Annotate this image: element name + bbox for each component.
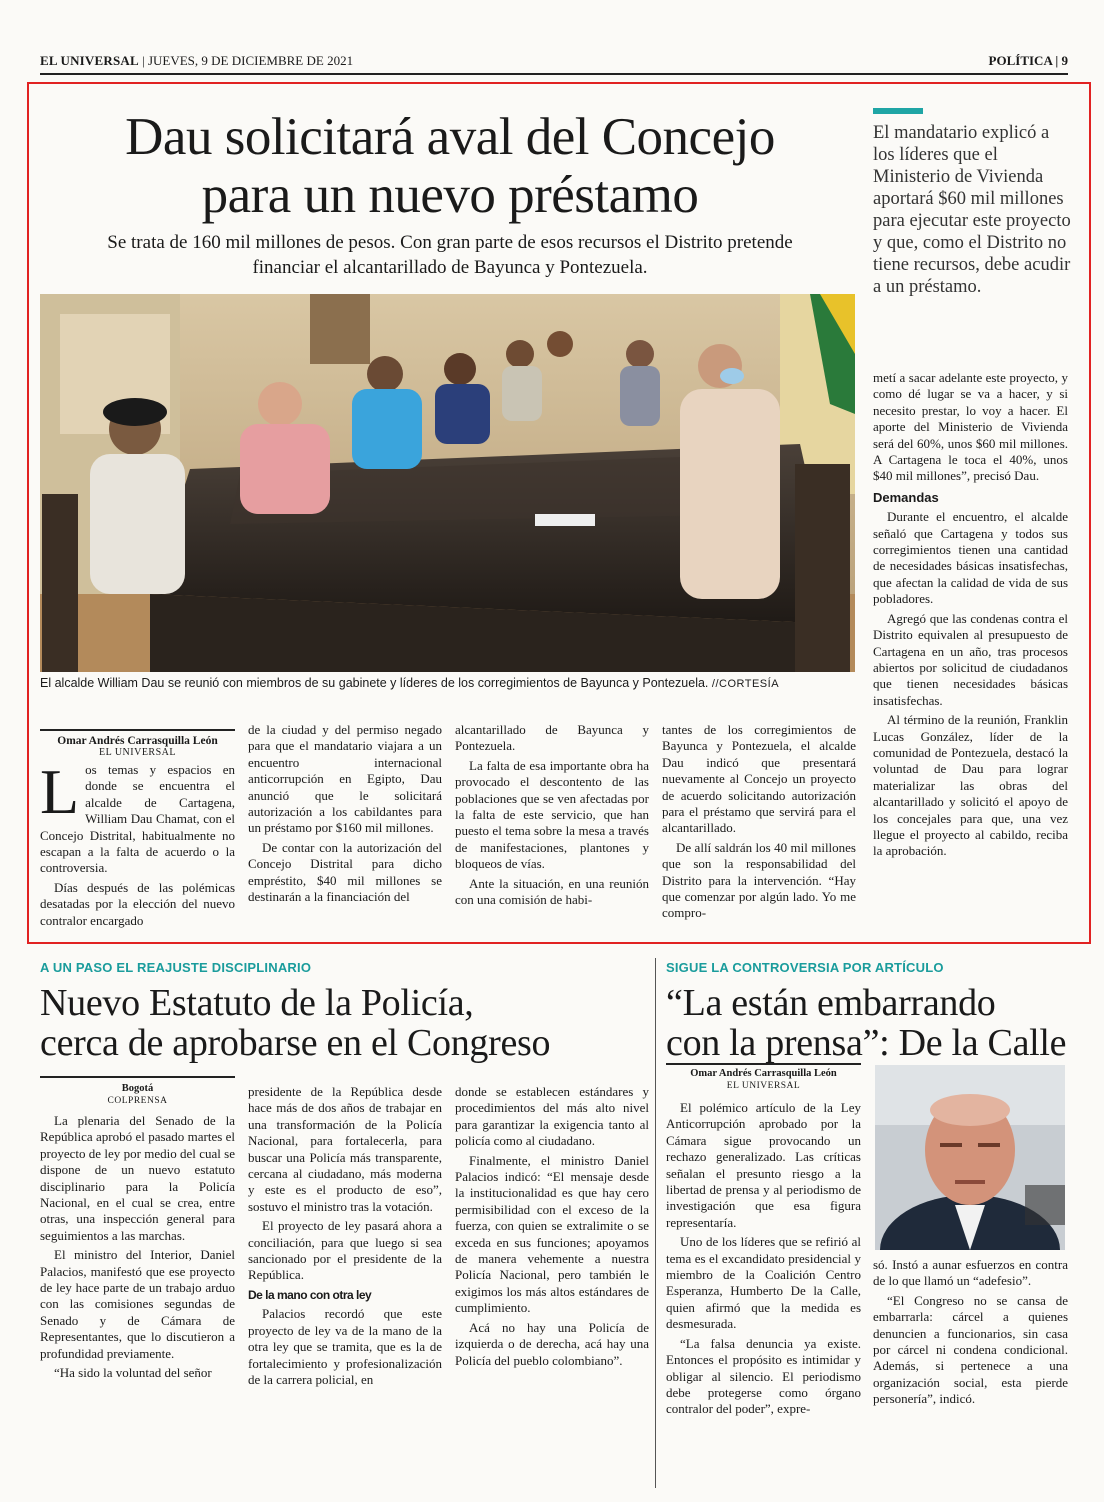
- section-page: POLÍTICA | 9: [988, 53, 1068, 68]
- byline-org: EL UNIVERSAL: [726, 1081, 801, 1091]
- paragraph: metí a sacar adelante este proyecto, y como dé lugar se va a hacer, y si necesito prestar, lo voy a hacer. El aporte del Ministerio de Vivienda será del 60%, unos $60 mil millones. A Cartagena le toca el 40%, unos $40 mil millones”, precisó Dau.: [873, 370, 1068, 484]
- paragraph: donde se establecen estándares y procedimientos del más alto nivel para garantizar la exigencia tanto al policía como al ciudadano.: [455, 1084, 649, 1149]
- paragraph: Días después de las polémicas desatadas por la elección del nuevo contralor encargado: [40, 879, 235, 928]
- headline-line-2: cerca de aprobarse en el Congreso: [40, 1022, 551, 1064]
- headline-line-2: con la prensa”: De la Calle: [666, 1022, 1067, 1064]
- headline-line-2: para un nuevo préstamo: [201, 166, 699, 224]
- paragraph: Finalmente, el ministro Daniel Palacios indicó: “El mensaje desde la institucionalidad es que hay cero permisibilidad con el exceso de la fuerza, con quien se extralimite o se exceda en sus funciones; apoyamos de manera vehemente a nuestra Policía Nacional, pero también le exigimos los más altos estándares de cumplimiento.: [455, 1152, 649, 1316]
- main-byline: [40, 729, 235, 759]
- byline-place: Bogotá: [121, 1083, 154, 1094]
- pullquote-accent: [873, 108, 923, 114]
- paragraph: Ante la situación, en una reunión con una comisión de habi-: [455, 875, 649, 908]
- police-column-2: [248, 1084, 442, 1391]
- running-header: [40, 49, 1068, 75]
- police-column-1: [40, 1113, 235, 1385]
- pullquote: El mandatario explicó a los líderes que el Ministerio de Vivienda aportará $60 mil millones para ejecutar este proyecto y que, como el Distrito no tiene recursos, debe acudir a un préstamo.: [873, 123, 1071, 297]
- byline-rule: [40, 1076, 235, 1078]
- byline-name: Omar Andrés Carrasquilla León: [57, 735, 218, 747]
- headline-line-1: “La están embarrando: [666, 982, 996, 1024]
- paragraph: Al término de la reunión, Franklin Lucas González, líder de la comunidad de Pontezuela, destacó la voluntad de Dau para lograr materializar las obras del alcantarillado y solicitó el apoyo de los concejales para que, una vez llegue el proyecto al cabildo, reciba la aprobación.: [873, 712, 1068, 859]
- paragraph: Acá no hay una Policía de izquierda o de derecha, acá hay una Policía del pueblo colombiano”.: [455, 1319, 649, 1368]
- paragraph: tantes de los corregimientos de Bayunca y Pontezuela, el alcalde Dau indicó que presentará nuevamente al Concejo un proyecto de acuerdo solicitando autorización para el préstamo que servirá para el alcantarillado.: [662, 722, 856, 836]
- paragraph: Palacios recordó que este proyecto de ley va de la mano de la otra ley que se tramita, que es la de fortalecimiento y profesionalización de la carrera policial, en: [248, 1306, 442, 1387]
- calle-column-1: [666, 1100, 861, 1421]
- calle-byline: [666, 1068, 861, 1092]
- main-subhead: Se trata de 160 mil millones de pesos. Con gran parte de esos recursos el Distrito pretende financiar el alcantarillado de Bayunca y Pontezuela.: [107, 232, 793, 278]
- headline-line-1: Nuevo Estatuto de la Policía,: [40, 982, 474, 1024]
- section-name: POLÍTICA: [988, 53, 1053, 68]
- meeting-photo: [40, 294, 855, 672]
- paragraph: El polémico artículo de la Ley Anticorrupción aprobado por la Cámara sigue provocando un rechazo generalizado. Las críticas señalan el presunto riesgo a la libertad de prensa y al periodismo de investigación que esa figura representaría.: [666, 1100, 861, 1230]
- main-column-5: [873, 370, 1068, 863]
- paragraph: só. Instó a aunar esfuerzos en contra de lo que llamó un “adefesio”.: [873, 1257, 1068, 1289]
- police-headline: [40, 983, 640, 1063]
- paragraph: alcantarillado de Bayunca y Pontezuela.: [455, 722, 649, 754]
- paragraph: Uno de los líderes que se refirió al tema es el excandidato presidencial y miembro de la Coalición Centro Esperanza, Humberto De la Calle, quien afirmó que la medida es desmesurada.: [666, 1234, 861, 1332]
- paper-name: EL UNIVERSAL: [40, 53, 139, 68]
- drop-cap: L: [40, 756, 80, 827]
- paragraph: “Ha sido la voluntad del señor: [54, 1365, 212, 1381]
- calle-headline: [666, 983, 1076, 1063]
- photo-caption: [40, 675, 855, 692]
- paragraph: La falta de esa importante obra ha provocado el descontento de las poblaciones que se ven afectadas por la falta de este servicio, que han puesto el tema sobre la mesa a través de manifestaciones, plantones y bloqueos de vías.: [455, 757, 649, 872]
- main-column-4: [662, 722, 856, 925]
- page-number: 9: [1061, 53, 1068, 68]
- calle-column-2: [873, 1257, 1068, 1411]
- caption-text: El alcalde William Dau se reunió con miembros de su gabinete y líderes de los corregimientos de Bayunca y Pontezuela.: [40, 676, 709, 690]
- headline-line-1: Dau solicitará aval del Concejo: [125, 108, 775, 166]
- main-headline: [60, 108, 840, 224]
- paper-date: EL UNIVERSAL | JUEVES, 9 DE DICIEMBRE DE 2021: [40, 53, 354, 68]
- police-byline: [40, 1083, 235, 1107]
- paragraph: “La falsa denuncia ya existe. Entonces el propósito es intimidar y obligar al silencio. El periodismo debe protegerse como órgano contralor del poder”, expre-: [666, 1335, 861, 1417]
- byline-org: COLPRENSA: [107, 1096, 168, 1106]
- byline-org: EL UNIVERSAL: [98, 747, 176, 758]
- byline-name: Omar Andrés Carrasquilla León: [690, 1068, 837, 1079]
- issue-date: JUEVES, 9 DE DICIEMBRE DE 2021: [147, 53, 354, 68]
- main-column-2: [248, 722, 442, 908]
- paragraph: de la ciudad y del permiso negado para que el mandatario viajara a un encuentro internacional anticorrupción en Egipto, Dau anunció que le solicitará autorización a los cabildantes para un préstamo por $160 mil millones.: [248, 722, 442, 836]
- paragraph: De allí saldrán los 40 mil millones que son la responsabilidad del Distrito para la intervención. “Hay que comenzar por algún lado. Yo me compro-: [662, 839, 856, 921]
- paragraph: La plenaria del Senado de la República aprobó el pasado martes el proyecto de ley por medio del cual se dispone de un nuevo estatuto disciplinario para la Policía Nacional, en el cual se crea, entre otras, una inspección general para seguimientos a las marchas.: [40, 1113, 235, 1243]
- police-column-3: [455, 1084, 649, 1372]
- section-subhead: Demandas: [873, 489, 939, 505]
- column-divider: [655, 958, 656, 1488]
- section-subhead: De la mano con otra ley: [248, 1287, 372, 1302]
- paragraph: El proyecto de ley pasará ahora a conciliación, para que luego si sea sancionado por el presidente de la República.: [248, 1218, 442, 1283]
- paragraph: Agregó que las condenas contra el Distrito equivalen al presupuesto de Cartagena en un año, tras procesos abiertos por solicitud de ciudadanos que tienen necesidades básicas insatisfechas.: [873, 610, 1068, 708]
- portrait-photo: [875, 1065, 1065, 1250]
- paragraph: presidente de la República desde hace más de dos años de trabajar en una transformación de la Policía Nacional, para fortalecerla, para buscar una Policía más transparente, cercana al ciudadano, más moderna y este es el producto de eso”, sostuvo el ministro tras la votación.: [248, 1084, 442, 1214]
- paragraph: [40, 756, 235, 877]
- paragraph: “El Congreso no se cansa de embarrarla: cárcel a quienes denuncien a funcionarios, sin casa por cárcel ni condena condicional. Además, si pertenece a una organización social, esta pierde personería”, indicó.: [873, 1292, 1068, 1407]
- paragraph: De contar con la autorización del Concejo Distrital para dicho empréstito, $40 mil millones se destinarán a la financiación del: [248, 839, 442, 905]
- main-column-3: [455, 722, 649, 911]
- police-kicker: A UN PASO EL REAJUSTE DISCIPLINARIO: [40, 960, 312, 975]
- calle-kicker: SIGUE LA CONTROVERSIA POR ARTÍCULO: [666, 960, 944, 975]
- paragraph: Durante el encuentro, el alcalde señaló que Cartagena y todos sus corregimientos tienen una cantidad de necesidades básicas insatisfechas, que afectan la calidad de vida de sus pobladores.: [873, 509, 1068, 607]
- paragraph-text: os temas y espacios en donde se encuentra el alcalde de Cartagena, William Dau Chamat, con el Concejo Distrital, habitualmente no escapan a la falta de acuerdo o la controversia.: [40, 762, 235, 876]
- paragraph: El ministro del Interior, Daniel Palacios, manifestó que ese proyecto de ley hace parte de un trabajo arduo con las comisiones segundas de Senado y de Cámara de Representantes, que lo discutieron a profundidad previamente.: [40, 1247, 235, 1361]
- main-column-1: [40, 756, 235, 932]
- photo-credit: //CORTESÍA: [711, 678, 780, 690]
- byline-rule: [666, 1063, 861, 1065]
